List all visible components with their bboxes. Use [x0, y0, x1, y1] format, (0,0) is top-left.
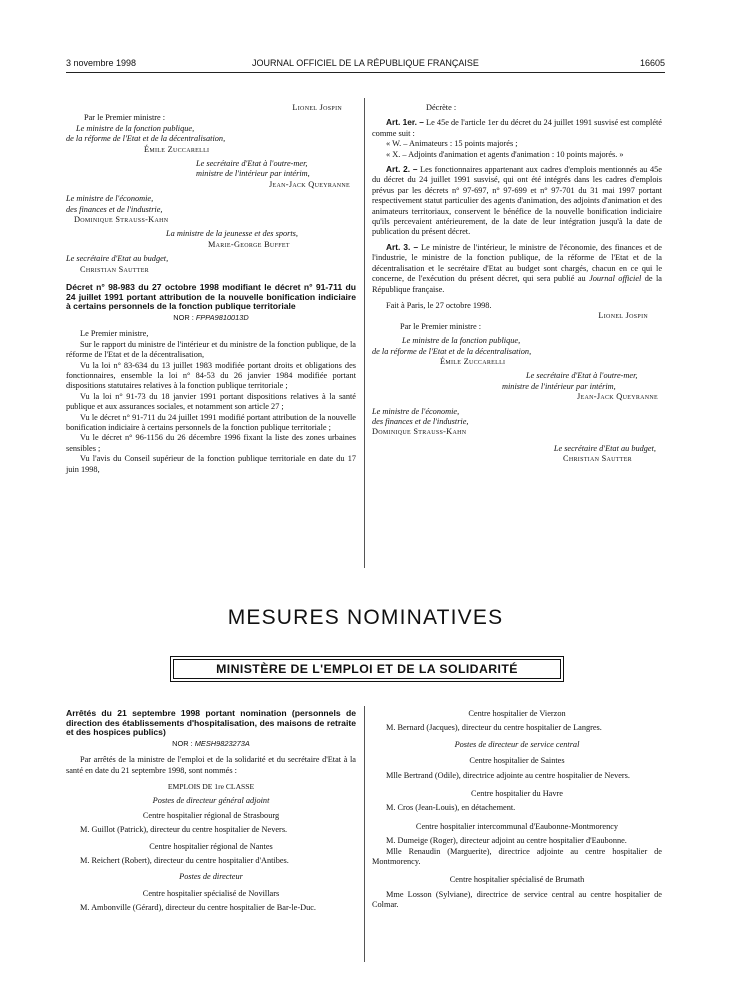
decree-nor-label: NOR : [173, 312, 194, 322]
par-premier-ministre-2: Par le Premier ministre : [400, 321, 482, 331]
om-secretary-title-1b: Le secrétaire d'Etat à l'outre-mer, [526, 371, 638, 381]
hospital-nantes: Centre hospitalier régional de Nantes [149, 841, 273, 851]
om-secretary-title-1: Le secrétaire d'Etat à l'outre-mer, [196, 159, 308, 169]
section-heading-mesures: MESURES NOMINATIVES [227, 606, 504, 629]
decree-para-5: Vu le décret n° 91-711 du 24 juillet 1991 modifié portant attribution de la nouvelle bonification indiciaire à certains personnels de la fonction publique territoriale ; [66, 412, 356, 432]
decree-para-3: Vu la loi n° 83-634 du 13 juillet 1983 modifiée portant droits et obligations des fonctionnaires, ensemble la loi n° 84-53 du 26 janvier 1984 modifiée portant dispositions statutaires relatives à la fonction publique territoriale ; [66, 360, 356, 391]
fp-minister-title-1b: Le ministre de la fonction publique, [402, 336, 521, 346]
hospital-saintes: Centre hospitalier de Saintes [469, 756, 565, 766]
article-3-label: Art. 3. – [386, 241, 419, 252]
fp-minister-title-1: Le ministre de la fonction publique, [76, 123, 195, 133]
article-1 [372, 117, 662, 139]
om-secretary-title-2b: ministre de l'intérieur par intérim, [502, 381, 616, 391]
column-divider-bottom [364, 706, 365, 962]
article-1-text: Le 45e de l'article 1er du décret du 24 juillet 1991 susvisé est complété comme suit : [372, 118, 662, 138]
eco-minister-name-b: Dominique Strauss-Kahn [372, 427, 467, 437]
classe-heading: EMPLOIS DE 1re CLASSE [167, 782, 255, 791]
decree-title: Décret n° 98-983 du 27 octobre 1998 modifiant le décret n° 91-711 du 24 juillet 1991 portant attribution de la nouvelle bonification indiciaire à certains personnels de la fonction publique territoriale [66, 282, 356, 312]
nomination-renaudin: Mlle Renaudin (Marguerite), directrice adjointe au centre hospitalier de Montmorency. [372, 846, 662, 867]
article-1-label: Art. 1er. – [386, 117, 424, 128]
budget-secretary-name-b: Christian Sautter [563, 454, 632, 464]
nomination-guillot: M. Guillot (Patrick), directeur du centre hospitalier de Nevers. [80, 825, 288, 835]
article-2-label: Art. 2. – [386, 164, 418, 175]
eco-minister-title-1b: Le ministre de l'économie, [372, 406, 460, 416]
fp-minister-title-2: de la réforme de l'Etat et de la décentralisation, [66, 134, 226, 144]
decree-para-4: Vu la loi n° 91-73 du 18 janvier 1991 portant dispositions relatives à la santé publique et aux assurances sociales, et notamment son article 27 ; [66, 391, 356, 412]
nomination-ambonville: M. Ambonville (Gérard), directeur du centre hospitalier de Bar-le-Duc. [80, 903, 316, 913]
decree-nor-code: FPPA9810013D [195, 312, 249, 322]
arrete-nor [66, 739, 356, 749]
eco-minister-title-1: Le ministre de l'économie, [66, 194, 154, 204]
left-column-top [66, 103, 356, 475]
article-1-w: « W. – Animateurs : 15 points majorés ; [386, 139, 518, 149]
hospital-novillars: Centre hospitalier spécialisé de Novillars [142, 888, 280, 898]
poste-heading-2: Postes de directeur [179, 872, 243, 882]
fp-minister-title-2b: de la réforme de l'Etat et de la décentralisation, [372, 346, 532, 356]
decree-para-7: Vu l'avis du Conseil supérieur de la fonction publique territoriale en date du 17 juin 1998, [66, 454, 356, 474]
ministry-title: MINISTÈRE DE L'EMPLOI ET DE LA SOLIDARITÉ [173, 659, 561, 679]
om-secretary-name-b: Jean-Jack Queyranne [577, 392, 658, 402]
nomination-losson: Mme Losson (Sylviane), directrice de service central au centre hospitalier de Colmar. [372, 889, 662, 910]
hospital-brumath: Centre hospitalier spécialisé de Brumath [449, 875, 585, 885]
decree-nor [66, 313, 356, 323]
nomination-cros: M. Cros (Jean-Louis), en détachement. [386, 803, 516, 813]
article-3-text-a: Le ministre de l'intérieur, le ministre de l'économie, des finances et de l'industrie, le ministre de la fonction publique, de la réforme de l'Etat et de la décentralisation et le secrétaire d'Etat au budget sont chargés, chacun en ce qui le concerne, de l'exécution du présent décret, qui sera publié au [372, 242, 662, 284]
article-3-text-b: de la République française. [372, 274, 662, 294]
fp-minister-name-b: Émile Zuccarelli [440, 356, 506, 366]
nomination-dumeige: M. Dumeige (Roger), directeur adjoint au centre hospitalier d'Eaubonne. [386, 836, 627, 846]
article-2-text: Les fonctionnaires appartenant aux cadres d'emplois mentionnés au 45e du décret du 24 juillet 1991 susvisé, qui ont été intégrés dans les cadres d'emplois prévus par les décrets n° 97-697, n° 97-699 et n° 97-701 du 31 mai 1997 portant respectivement statut particulier des agents d'animation, des adjoints d'animation et des animateurs territoriaux, conservent le bénéfice de la nouvelle bonification indiciaire qu'ils percevaient antérieurement, de la date de leur intégration jusqu'à la date de publication du présent décret. [372, 165, 662, 237]
nomination-bertrand: Mlle Bertrand (Odile), directrice adjointe au centre hospitalier de Nevers. [386, 770, 630, 780]
header-rule [66, 72, 665, 73]
fp-minister-name: Émile Zuccarelli [144, 144, 210, 154]
poste-heading-service-central: Postes de directeur de service central [454, 739, 580, 749]
decrete: Décrète : [426, 103, 457, 112]
hospital-eaubonne-montmorency: Centre hospitalier intercommunal d'Eaubonne-Montmorency [415, 821, 619, 831]
header-journal-title: JOURNAL OFFICIEL DE LA RÉPUBLIQUE FRANÇAISE [252, 58, 479, 68]
eco-minister-title-2b: des finances et de l'industrie, [372, 416, 469, 426]
signature-jospin: Lionel Jospin [292, 103, 342, 112]
decree-para-1: Le Premier ministre, [80, 329, 149, 339]
nomination-reichert: M. Reichert (Robert), directeur du centre hospitalier d'Antibes. [80, 856, 289, 866]
fait-a-paris: Fait à Paris, le 27 octobre 1998. [386, 300, 492, 310]
article-3 [372, 242, 662, 295]
nomination-bernard: M. Bernard (Jacques), directeur du centre hospitalier de Langres. [386, 723, 602, 733]
decree-para-6: Vu le décret n° 96-1156 du 26 décembre 1996 fixant la liste des zones urbaines sensibles ; [66, 433, 356, 453]
signature-jospin-2: Lionel Jospin [598, 311, 648, 321]
eco-minister-title-2: des finances et de l'industrie, [66, 204, 163, 214]
article-2 [372, 164, 662, 238]
arrete-nor-code: MESH9823273A [194, 738, 250, 748]
header-date: 3 novembre 1998 [66, 58, 137, 68]
article-3-journal: Journal officiel [589, 274, 642, 284]
budget-secretary-title-b: Le secrétaire d'Etat au budget, [553, 443, 656, 453]
column-divider-top [364, 98, 365, 568]
arrete-title: Arrêtés du 21 septembre 1998 portant nomination (personnels de direction des établissements d'hospitalisation, des maisons de retraite et des hospices publics) [66, 708, 356, 738]
js-minister-title: La ministre de la jeunesse et des sports, [166, 229, 298, 239]
budget-secretary-name: Christian Sautter [80, 264, 149, 274]
om-secretary-title-2: ministre de l'intérieur par intérim, [196, 169, 310, 179]
page-header [66, 58, 665, 72]
header-page-number: 16605 [639, 58, 665, 68]
hospital-strasbourg: Centre hospitalier régional de Strasbourg [142, 810, 280, 820]
eco-minister-name: Dominique Strauss-Kahn [74, 215, 169, 225]
poste-heading-1: Postes de directeur général adjoint [152, 796, 270, 806]
right-column-bottom [372, 709, 662, 911]
js-minister-name: Marie-George Buffet [208, 239, 290, 249]
ministry-box [170, 656, 564, 682]
hospital-havre: Centre hospitalier du Havre [471, 789, 563, 799]
om-secretary-name: Jean-Jack Queyranne [269, 179, 350, 189]
par-premier-ministre: Par le Premier ministre : [84, 113, 166, 123]
left-column-bottom [66, 709, 356, 914]
right-column-top [372, 103, 662, 465]
arrete-intro: Par arrêtés de la ministre de l'emploi et de la solidarité et du secrétaire d'Etat à la santé en date du 21 septembre 1998, sont nommés : [66, 755, 356, 775]
decree-para-2: Sur le rapport du ministre de l'intérieur et du ministre de la fonction publique, de la réforme de l'Etat et de la décentralisation, [66, 339, 356, 360]
arrete-nor-label: NOR : [172, 738, 193, 748]
article-1-x: « X. – Adjoints d'animation et agents d'animation : 10 points majorés. » [386, 149, 624, 159]
hospital-vierzon: Centre hospitalier de Vierzon [468, 709, 566, 718]
budget-secretary-title: Le secrétaire d'Etat au budget, [66, 254, 169, 264]
